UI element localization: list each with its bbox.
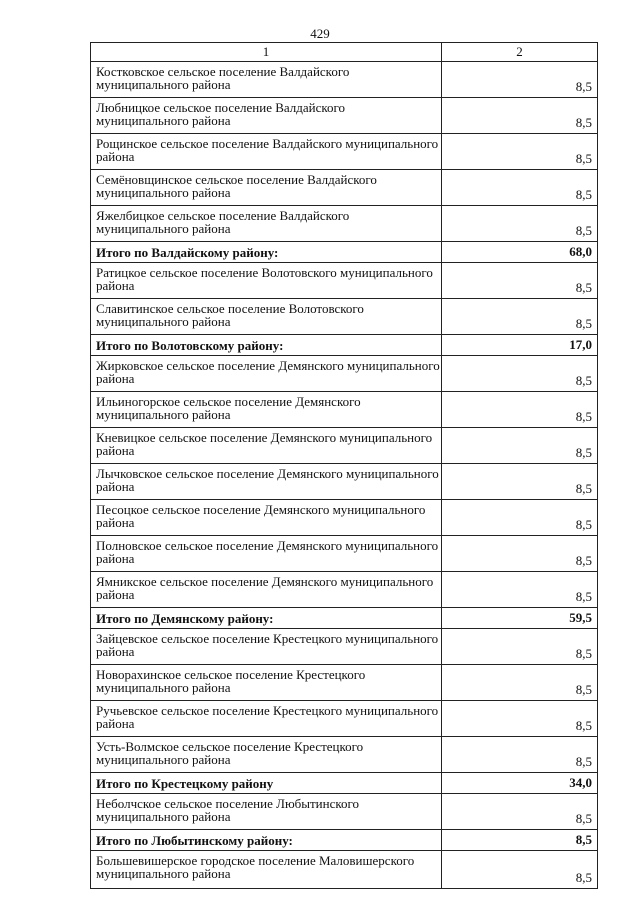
table-row [91, 392, 598, 428]
settlement-name: Большевишерское городское поселение Маловишерского муниципального района [91, 851, 442, 889]
settlement-value: 8,5 [442, 62, 598, 98]
settlement-value: 8,5 [442, 170, 598, 206]
settlement-value: 8,5 [442, 464, 598, 500]
settlement-value: 8,5 [442, 665, 598, 701]
table-row [91, 737, 598, 773]
settlement-name: Песоцкое сельское поселение Демянского муниципального района [91, 500, 442, 536]
column-header-2: 2 [442, 43, 598, 62]
table-row [91, 500, 598, 536]
settlement-name: Ильиногорское сельское поселение Демянского муниципального района [91, 392, 442, 428]
allocation-table [90, 42, 598, 889]
settlement-value: 8,5 [442, 356, 598, 392]
table-row [91, 62, 598, 98]
settlement-value: 8,5 [442, 134, 598, 170]
settlement-value: 8,5 [442, 428, 598, 464]
settlement-name: Лычковское сельское поселение Демянского муниципального района [91, 464, 442, 500]
settlement-name: Кневицкое сельское поселение Демянского муниципального района [91, 428, 442, 464]
settlement-value: 8,5 [442, 263, 598, 299]
settlement-value: 8,5 [442, 500, 598, 536]
table-row [91, 572, 598, 608]
table-row [91, 428, 598, 464]
table-total-row [91, 773, 598, 794]
district-total-label: Итого по Валдайскому району: [91, 242, 442, 263]
settlement-name: Яжелбицкое сельское поселение Валдайского муниципального района [91, 206, 442, 242]
district-total-value: 17,0 [442, 335, 598, 356]
table-total-row [91, 242, 598, 263]
settlement-name: Новорахинское сельское поселение Крестецкого муниципального района [91, 665, 442, 701]
table-row [91, 170, 598, 206]
settlement-name: Семёновщинское сельское поселение Валдайского муниципального района [91, 170, 442, 206]
district-total-label: Итого по Волотовскому району: [91, 335, 442, 356]
settlement-name: Зайцевское сельское поселение Крестецкого муниципального района [91, 629, 442, 665]
column-header-1: 1 [91, 43, 442, 62]
table-row [91, 263, 598, 299]
table-row [91, 794, 598, 830]
settlement-value: 8,5 [442, 629, 598, 665]
settlement-value: 8,5 [442, 98, 598, 134]
settlement-value: 8,5 [442, 299, 598, 335]
table-row [91, 206, 598, 242]
settlement-name: Любницкое сельское поселение Валдайского муниципального района [91, 98, 442, 134]
district-total-label: Итого по Демянскому району: [91, 608, 442, 629]
table-row [91, 98, 598, 134]
settlement-name: Усть-Волмское сельское поселение Крестецкого муниципального района [91, 737, 442, 773]
table-total-row [91, 608, 598, 629]
table-total-row [91, 830, 598, 851]
settlement-value: 8,5 [442, 737, 598, 773]
settlement-value: 8,5 [442, 572, 598, 608]
table-row [91, 134, 598, 170]
settlement-value: 8,5 [442, 536, 598, 572]
page-number: 429 [310, 26, 330, 41]
district-total-value: 8,5 [442, 830, 598, 851]
settlement-name: Ручьевское сельское поселение Крестецкого муниципального района [91, 701, 442, 737]
settlement-name: Ямникское сельское поселение Демянского муниципального района [91, 572, 442, 608]
table-row [91, 464, 598, 500]
settlement-name: Неболчское сельское поселение Любытинского муниципального района [91, 794, 442, 830]
table-total-row [91, 335, 598, 356]
settlement-value: 8,5 [442, 206, 598, 242]
table-row [91, 536, 598, 572]
district-total-value: 59,5 [442, 608, 598, 629]
settlement-value: 8,5 [442, 851, 598, 889]
district-total-label: Итого по Крестецкому району [91, 773, 442, 794]
settlement-name: Костковское сельское поселение Валдайского муниципального района [91, 62, 442, 98]
settlement-value: 8,5 [442, 392, 598, 428]
settlement-name: Ратицкое сельское поселение Волотовского муниципального района [91, 263, 442, 299]
table-header-row [91, 43, 598, 62]
settlement-name: Славитинское сельское поселение Волотовского муниципального района [91, 299, 442, 335]
district-total-value: 34,0 [442, 773, 598, 794]
district-total-value: 68,0 [442, 242, 598, 263]
settlement-value: 8,5 [442, 794, 598, 830]
table-row [91, 701, 598, 737]
settlement-value: 8,5 [442, 701, 598, 737]
settlement-name: Жирковское сельское поселение Демянского муниципального района [91, 356, 442, 392]
settlement-name: Полновское сельское поселение Демянского муниципального района [91, 536, 442, 572]
table-row [91, 851, 598, 889]
table-row [91, 356, 598, 392]
table-row [91, 299, 598, 335]
table-row [91, 665, 598, 701]
settlement-name: Рощинское сельское поселение Валдайского муниципального района [91, 134, 442, 170]
table-row [91, 629, 598, 665]
district-total-label: Итого по Любытинскому району: [91, 830, 442, 851]
